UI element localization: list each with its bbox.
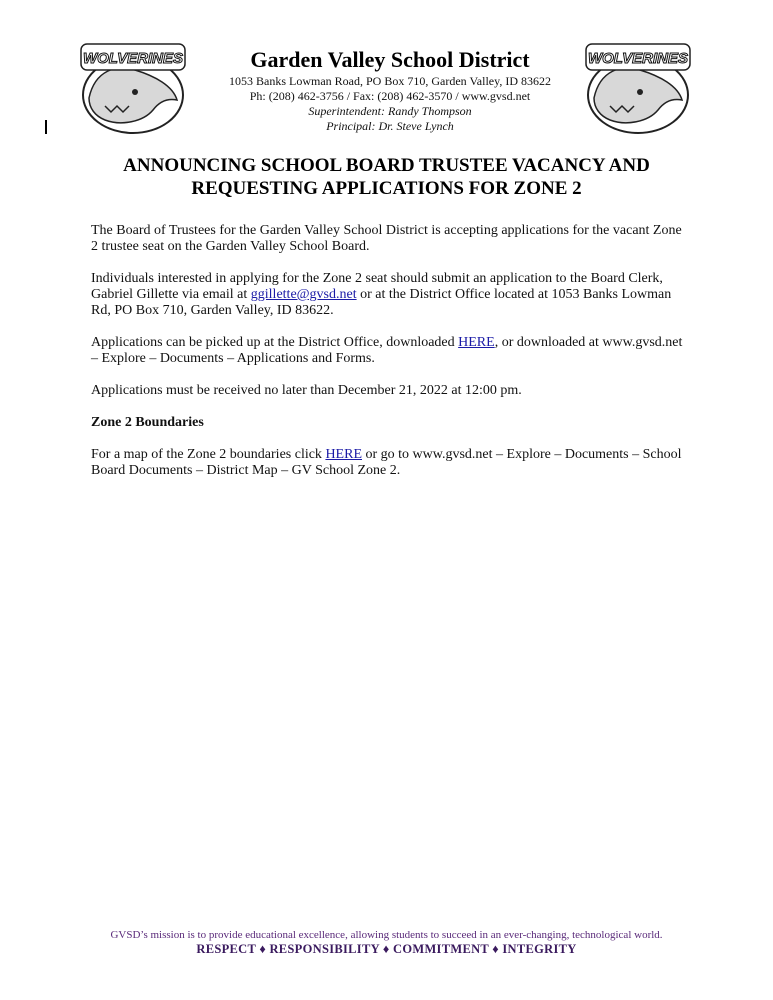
title-line-2: REQUESTING APPLICATIONS FOR ZONE 2 [191, 178, 582, 199]
paragraph-submit-application: Individuals interested in applying for the Zone 2 seat should submit an application to the Board Clerk, Gabriel Gillette via email at ggillette@gvsd.net or at the District Office located at 1053 Banks Lowman Rd, PO Box 710, Garden Valley, ID 83622. [91, 271, 672, 318]
mission-statement: GVSD’s mission is to provide educational excellence, allowing students to succeed in an ever-changing, technological world. [110, 929, 663, 941]
logo-text: WOLVERINES [82, 50, 184, 67]
wolverines-logo-left [77, 40, 189, 135]
district-name: Garden Valley School District [250, 47, 530, 72]
wolverines-logo-right [582, 40, 694, 135]
logo-text: WOLVERINES [587, 50, 689, 67]
letterhead [190, 46, 590, 134]
clerk-email-link[interactable]: ggillette@gvsd.net [250, 287, 357, 302]
paragraph-deadline: Applications must be received no later than December 21, 2022 at 12:00 pm. [91, 383, 522, 398]
district-address: 1053 Banks Lowman Road, PO Box 710, Garden Valley, ID 83622 [229, 74, 551, 88]
zone-boundaries-heading: Zone 2 Boundaries [91, 415, 204, 430]
title-line-1: ANNOUNCING SCHOOL BOARD TRUSTEE VACANCY AND [123, 155, 650, 176]
text-cursor [45, 120, 47, 134]
announcement-title [60, 154, 713, 200]
principal-line: Principal: Dr. Steve Lynch [326, 119, 454, 133]
superintendent-line: Superintendent: Randy Thompson [308, 104, 472, 118]
application-download-link[interactable]: HERE [458, 335, 495, 350]
paragraph-application-pickup: Applications can be picked up at the District Office, downloaded HERE, or downloaded at www.gvsd.net – Explore – Documents – Applications and Forms. [91, 335, 683, 366]
zone-map-link[interactable]: HERE [325, 447, 362, 462]
paragraph-zone-map: For a map of the Zone 2 boundaries click HERE or go to www.gvsd.net – Explore – Documents – School Board Documents – District Map – GV School Zone 2. [91, 447, 682, 478]
district-contact: Ph: (208) 462-3756 / Fax: (208) 462-3570 / www.gvsd.net [249, 89, 531, 103]
paragraph-accepting-applications: The Board of Trustees for the Garden Valley School District is accepting applications for the vacant Zone 2 trustee seat on the Garden Valley School Board. [91, 223, 682, 254]
core-values: RESPECT ♦ RESPONSIBILITY ♦ COMMITMENT ♦ INTEGRITY [196, 942, 577, 956]
